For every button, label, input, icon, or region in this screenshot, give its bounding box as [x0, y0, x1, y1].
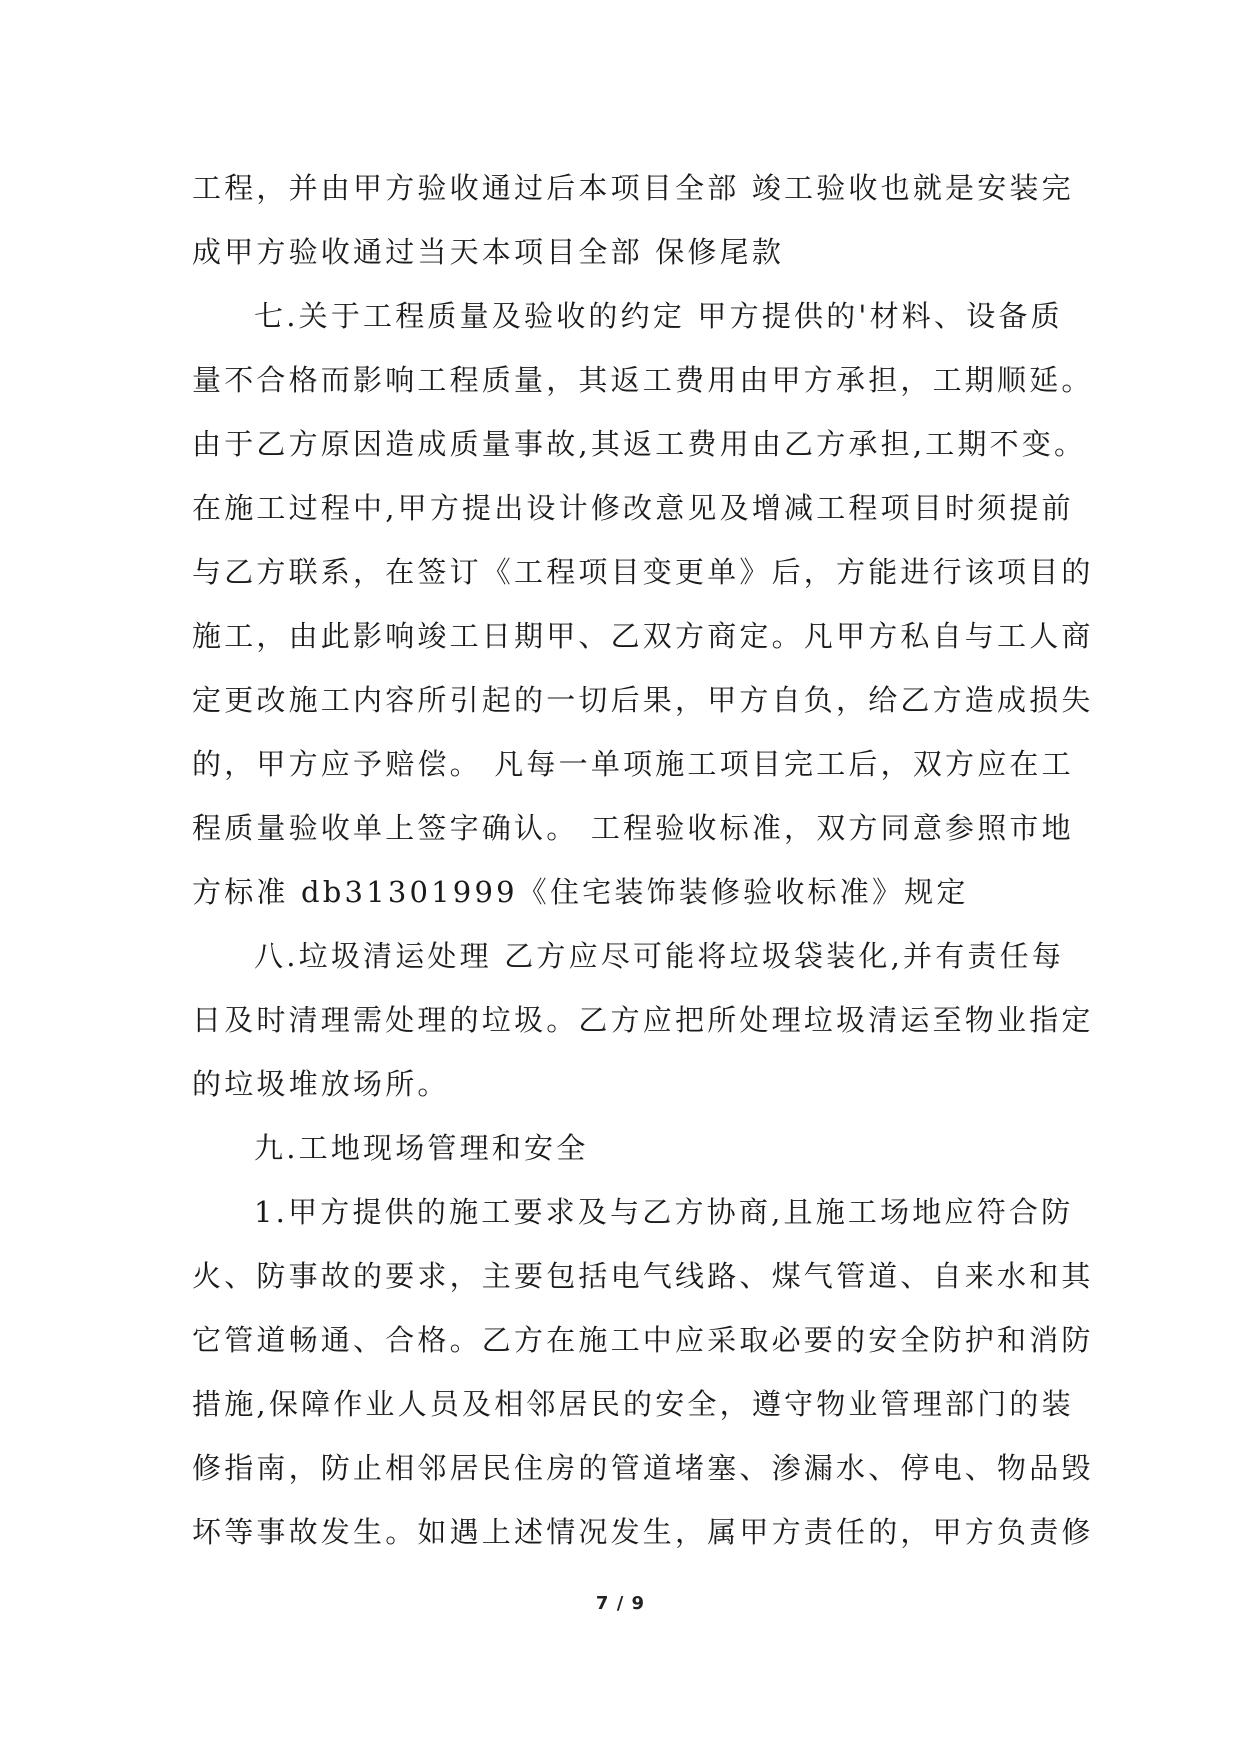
text-line: 火、防事故的要求，主要包括电气线路、煤气管道、自来水和其 — [192, 1259, 1094, 1293]
text-line: 由于乙方原因造成质量事故,其返工费用由乙方承担,工期不变。 — [192, 427, 1087, 461]
text-line: 施工，由此影响竣工日期甲、乙双方商定。凡甲方私自与工人商 — [192, 619, 1094, 653]
text-line: 量不合格而影响工程质量，其返工费用由甲方承担，工期顺延。 — [192, 363, 1094, 397]
text-line: 它管道畅通、合格。乙方在施工中应采取必要的安全防护和消防 — [192, 1323, 1094, 1357]
text-line: 的垃圾堆放场所。 — [192, 1067, 450, 1101]
text-line: 措施,保障作业人员及相邻居民的安全，遵守物业管理部门的装 — [192, 1387, 1074, 1421]
text-line: 方标准 db31301999《住宅装饰装修验收标准》规定 — [192, 875, 969, 909]
page-number: 7 / 9 — [595, 1593, 646, 1614]
text-line: 修指南，防止相邻居民住房的管道堵塞、渗漏水、停电、物品毁 — [192, 1451, 1094, 1485]
section-heading-8: 八.垃圾清运处理 乙方应尽可能将垃圾袋装化,并有责任每 — [254, 939, 1065, 973]
text-line: 坏等事故发生。如遇上述情况发生，属甲方责任的，甲方负责修 — [192, 1515, 1094, 1549]
text-line: 日及时清理需处理的垃圾。乙方应把所处理垃圾清运至物业指定 — [192, 1003, 1094, 1037]
document-body — [192, 156, 1094, 1564]
text-line: 与乙方联系，在签订《工程项目变更单》后，方能进行该项目的 — [192, 555, 1094, 589]
text-line: 的，甲方应予赔偿。 凡每一单项施工项目完工后，双方应在工 — [192, 747, 1074, 781]
text-line: 定更改施工内容所引起的一切后果，甲方自负，给乙方造成损失 — [192, 683, 1094, 717]
text-line: 程质量验收单上签字确认。 工程验收标准，双方同意参照市地 — [192, 811, 1074, 845]
section-heading-9: 九.工地现场管理和安全 — [254, 1131, 589, 1165]
text-line: 在施工过程中,甲方提出设计修改意见及增减工程项目时须提前 — [192, 491, 1074, 525]
list-item-1: 1.甲方提供的施工要求及与乙方协商,且施工场地应符合防 — [254, 1195, 1074, 1229]
text-line: 成甲方验收通过当天本项目全部 保修尾款 — [192, 235, 785, 269]
text-line: 工程，并由甲方验收通过后本项目全部 竣工验收也就是安装完 — [192, 171, 1074, 205]
section-heading-7: 七.关于工程质量及验收的约定 甲方提供的'材料、设备质 — [254, 299, 1063, 333]
